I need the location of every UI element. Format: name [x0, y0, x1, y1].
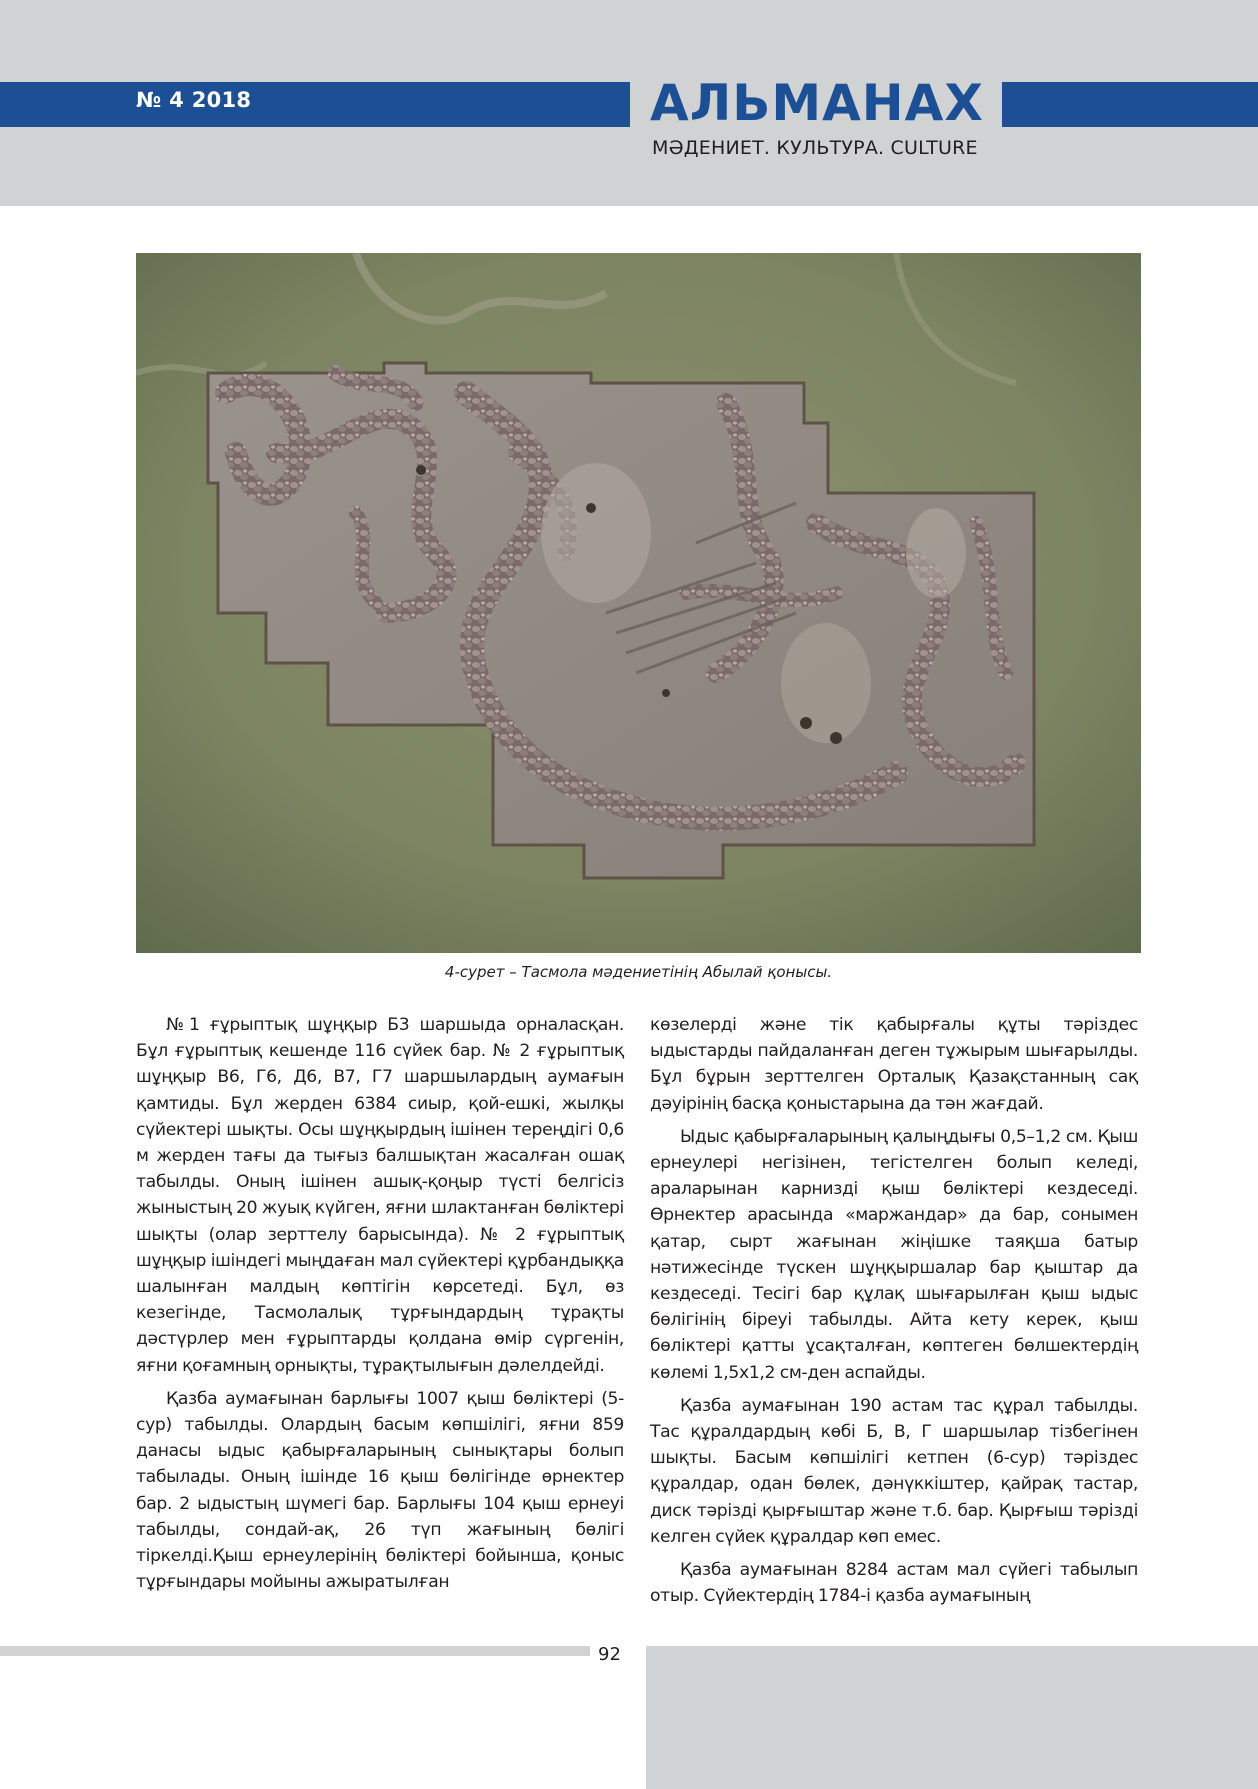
footer-block — [646, 1646, 1258, 1789]
excavation-aerial-photo — [136, 253, 1141, 953]
journal-title: АЛЬМАНАХ — [650, 74, 984, 132]
page-number: 92 — [598, 1644, 621, 1665]
paragraph: Қазба аумағынан 8284 астам мал сүйегі табылып отыр. Сүйектердің 1784-і қазба аумағының — [650, 1560, 1138, 1607]
issue-number: № 4 2018 — [136, 88, 252, 112]
paragraph: Қазба аумағынан 190 астам тас құрал табылды. Тас құралдардың көбі Б, В, Г шаршылар тізбегінен шықты. Басым көпшілігі кетпен (6-сур) тәріздес құралдар, одан бөлек, дәнүккіштер, қайрақ тастар, диск тәрізді қырғыштар және т.б. бар. Қырғыш тәрізді келген сүйек құралдар көп емес. — [650, 1395, 1138, 1547]
title-accent-bar — [1002, 82, 1258, 127]
text-column-left — [136, 1012, 624, 1602]
paragraph: Ыдыс қабырғаларының қалыңдығы 0,5–1,2 см. Қыш ернеулері негізінен, тегістелген болып келеді, араларынан карнизді қыш бөліктері кездеседі. Өрнектер арасында «маржандар» да бар, сонымен қатар, сырт жағынан жіңішке таяқша батыр нәтижесінде түскен шұңқыршалар бар қыштар да кездеседі. Тесігі бар құлақ шығарылған қыш ыдыс бөлігінің біреуі табылды. Айта кету керек, қыш бөліктері қатты ұсақталған, көптеген бөлшектердің көлемі 1,5х1,2 см-ден аспайды. — [650, 1126, 1138, 1383]
paragraph: №1 ғұрыптық шұңқыр Б3 шаршыда орналасқан. Бұл ғұрыптық кешенде 116 сүйек бар. № 2 ғұрыптық шұңқыр В6, Г6, Д6, В7, Г7 шаршылардың аумағын қамтиды. Бұл жерден 6384 сиыр, қой-ешкі, жылқы сүйектері шықты. Осы шұңқырдың ішінен тереңдігі 0,6 м жерден тағы да тығыз балшықтан жасалған ошақ табылды. Оның ішінен ашық-қоңыр түсті белгісіз жыныстың 20 жуық күйген, яғни шлактанған бөліктері шықты (олар зерттелу барысында). № 2 ғұрыптық шұңқыр ішіндегі мыңдаған мал сүйектері құрбандыққа шалынған малдың көптігін көрсетеді. Бұл, өз кезегінде, Тасмолалық тұрғындардың тұрақты дәстүрлер мен ғұрыптарды қолдана өмір сүргенін, яғни қоғамның орнықты, тұрақтылығын дәлелдейді. — [136, 1015, 624, 1376]
paragraph: көзелерді және тік қабырғалы құты тәріздес ыдыстарды пайдаланған деген тұжырым шығарылды. Бұл бұрын зерттелген Орталық Қазақстанның сақ дәуірінің басқа қоныстарына да тән жағдай. — [650, 1015, 1138, 1114]
footer-rule — [0, 1646, 590, 1656]
journal-subtitle: МӘДЕНИЕТ. КУЛЬТУРА. CULTURE — [652, 137, 978, 159]
issue-bar — [0, 82, 630, 127]
paragraph: Қазба аумағынан барлығы 1007 қыш бөліктері (5-сур) табылды. Олардың басым көпшілігі, яғни 859 данасы ыдыс қабырғаларының сынықтары болып табылады. Оның ішінде 16 қыш бөлігінде өрнектер бар. 2 ыдыстың шүмегі бар. Барлығы 104 қыш ернеуі табылды, сондай-ақ, 26 түп жағының бөлігі тіркелді.Қыш ернеулерінің бөліктері бойынша, қоныс тұрғындары мойыны ажыратылған — [136, 1388, 624, 1593]
figure-caption: 4-сурет – Тасмола мәдениетінің Абылай қонысы. — [444, 963, 833, 981]
text-column-right — [650, 1012, 1138, 1616]
